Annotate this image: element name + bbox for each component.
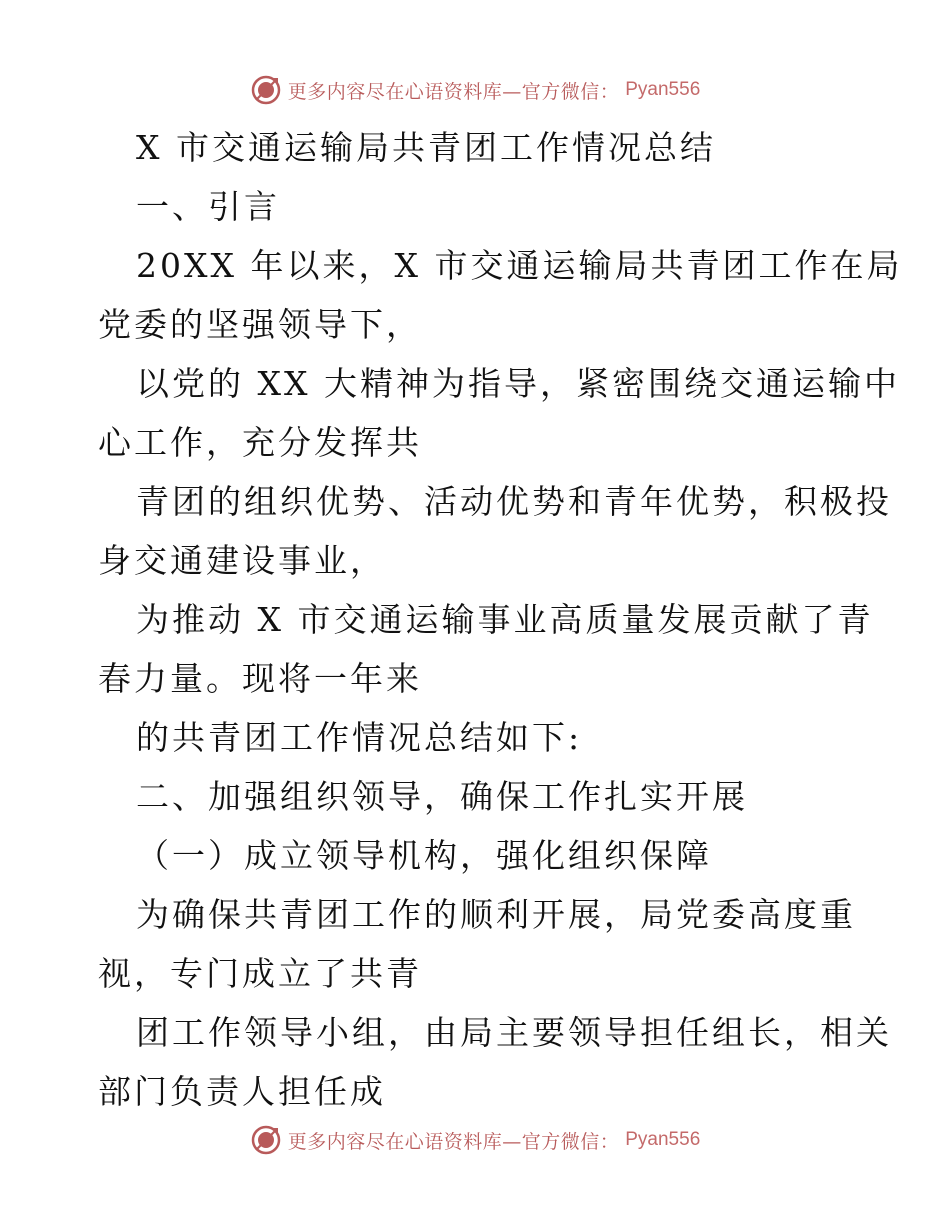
paragraph-line: 部门负责人担任成 [98,1072,386,1111]
paragraph-line: 春力量。现将一年来 [98,659,422,698]
watermark-text: 更多内容尽在心语资料库—官方微信： [287,1130,620,1153]
quill-seal-icon [250,1124,282,1156]
paragraph-line: 的共青团工作情况总结如下: [136,718,583,757]
header-watermark [0,72,950,108]
document-title: X 市交通运输局共青团工作情况总结 [136,128,716,167]
subsection-heading: （一）成立领导机构，强化组织保障 [136,836,712,875]
paragraph-line: 身交通建设事业， [98,541,386,580]
paragraph-line: 以党的 XX 大精神为指导，紧密围绕交通运输中 [136,364,900,403]
paragraph-line: 心工作，充分发挥共 [98,423,422,462]
paragraph-line: 为推动 X 市交通运输事业高质量发展贡献了青 [136,600,874,639]
paragraph-line: 青团的组织优势、活动优势和青年优势，积极投 [136,482,892,521]
paragraph-line: 视，专门成立了共青 [98,954,422,993]
paragraph-line: 团工作领导小组，由局主要领导担任组长，相关 [136,1013,892,1052]
footer-watermark [0,1122,950,1158]
paragraph-line: 党委的坚强领导下， [98,305,422,344]
paragraph-line: 20XX 年以来，X 市交通运输局共青团工作在局 [136,246,903,285]
section-heading-intro: 一、引言 [136,187,280,226]
watermark-text: 更多内容尽在心语资料库—官方微信： [287,80,620,103]
watermark-wechat-id: Pyan556 [625,79,701,100]
section-heading-organization: 二、加强组织领导，确保工作扎实开展 [136,777,748,816]
watermark-wechat-id: Pyan556 [625,1129,701,1150]
document-body [98,118,903,1121]
quill-seal-icon [250,74,282,106]
paragraph-line: 为确保共青团工作的顺利开展，局党委高度重 [136,895,856,934]
